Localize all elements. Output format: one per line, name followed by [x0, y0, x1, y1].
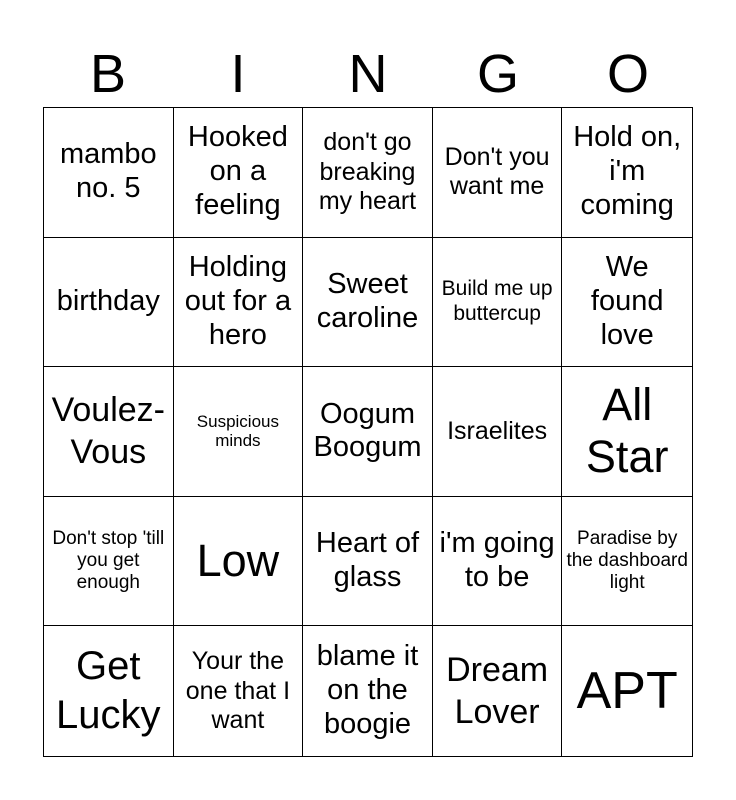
- bingo-cell[interactable]: Paradise by the dashboard light: [562, 497, 692, 627]
- bingo-cell[interactable]: Dream Lover: [433, 626, 563, 756]
- bingo-cell[interactable]: i'm going to be: [433, 497, 563, 627]
- bingo-cell[interactable]: blame it on the boogie: [303, 626, 433, 756]
- bingo-cell[interactable]: Israelites: [433, 367, 563, 497]
- header-letter-g: G: [476, 44, 519, 104]
- bingo-cell[interactable]: don't go breaking my heart: [303, 108, 433, 238]
- bingo-header: [43, 40, 693, 108]
- bingo-cell[interactable]: Sweet caroline: [303, 238, 433, 368]
- bingo-cell[interactable]: Voulez-Vous: [44, 367, 174, 497]
- bingo-cell[interactable]: All Star: [562, 367, 692, 497]
- header-letter-i: I: [230, 44, 246, 104]
- bingo-board: [43, 107, 693, 757]
- bingo-cell[interactable]: Suspicious minds: [174, 367, 304, 497]
- bingo-cell[interactable]: Low: [174, 497, 304, 627]
- bingo-cell[interactable]: Heart of glass: [303, 497, 433, 627]
- header-letter-o: O: [606, 44, 649, 104]
- bingo-cell[interactable]: Your the one that I want: [174, 626, 304, 756]
- bingo-cell[interactable]: Don't stop 'till you get enough: [44, 497, 174, 627]
- bingo-cell[interactable]: We found love: [562, 238, 692, 368]
- bingo-cell[interactable]: birthday: [44, 238, 174, 368]
- bingo-cell[interactable]: Oogum Boogum: [303, 367, 433, 497]
- header-letter-b: B: [89, 44, 127, 104]
- bingo-cell[interactable]: APT: [576, 661, 678, 720]
- header-letter-n: N: [348, 44, 388, 104]
- bingo-cell[interactable]: mambo no. 5: [44, 108, 174, 238]
- bingo-cell[interactable]: Holding out for a hero: [174, 238, 304, 368]
- bingo-cell[interactable]: Get Lucky: [44, 626, 174, 756]
- bingo-cell[interactable]: Hold on, i'm coming: [562, 108, 692, 238]
- bingo-cell[interactable]: Hooked on a feeling: [174, 108, 304, 238]
- bingo-cell[interactable]: Don't you want me: [433, 108, 563, 238]
- bingo-cell[interactable]: Build me up buttercup: [433, 238, 563, 368]
